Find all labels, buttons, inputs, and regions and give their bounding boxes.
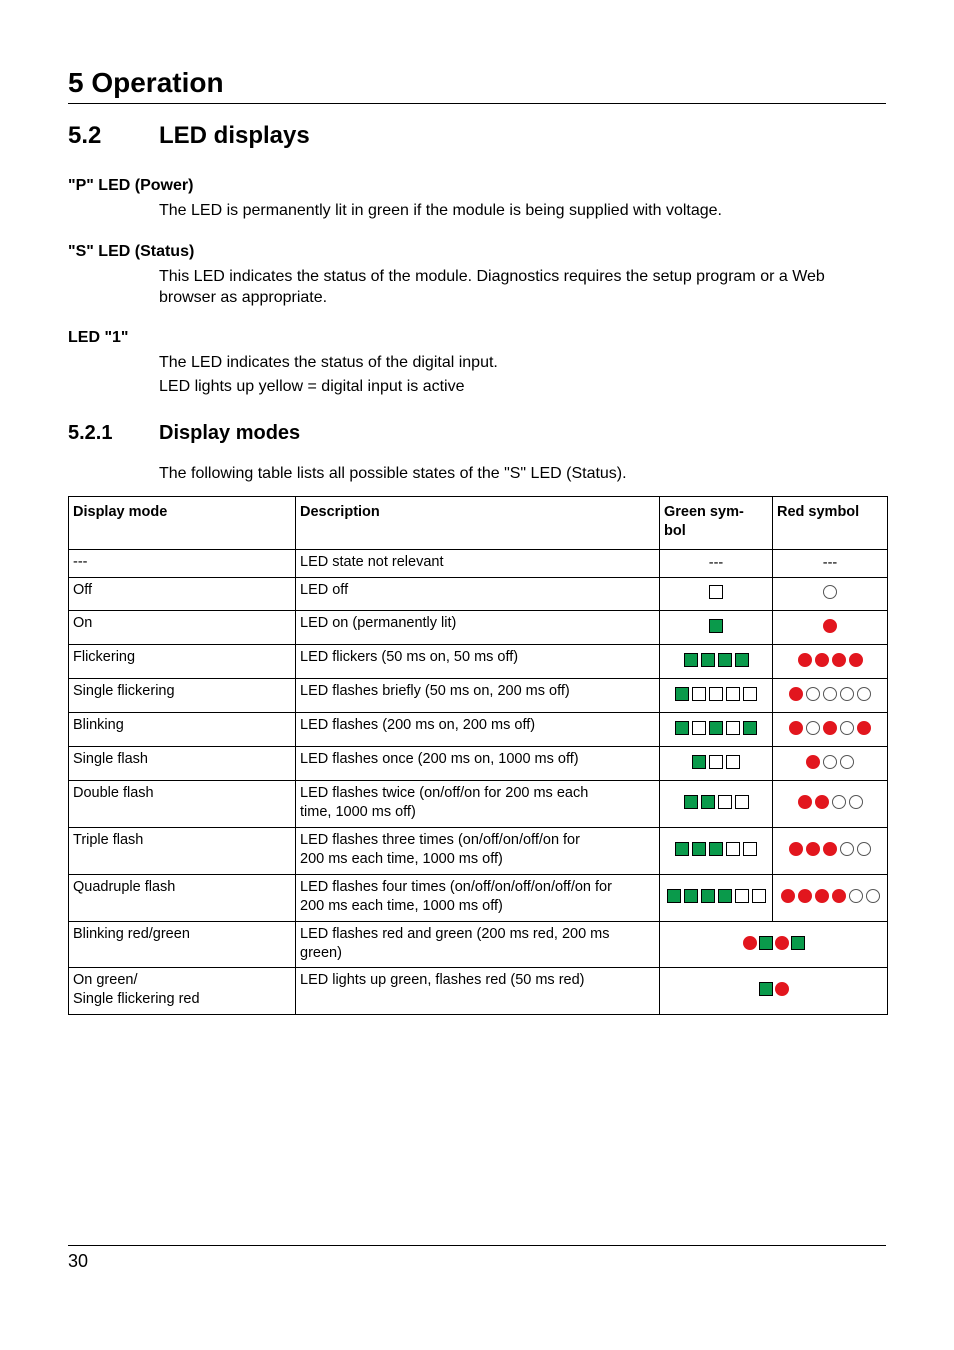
display-mode-text: Off [73, 582, 93, 598]
green-symbol-cell [660, 611, 773, 645]
description-cell [296, 645, 660, 679]
green-symbol-text: --- [708, 555, 724, 571]
green-led-on-icon [675, 721, 689, 735]
description-text: LED flashes once (200 ms on, 1000 ms off) [300, 751, 579, 767]
display-mode-cell [69, 713, 296, 747]
description-text: LED flashes briefly (50 ms on, 200 ms off) [300, 683, 570, 699]
red-symbol-cell [773, 611, 888, 645]
led-off-circle-icon [823, 755, 837, 769]
display-mode-cell [69, 550, 296, 578]
page-number: 30 [68, 1251, 89, 1271]
symbol-group [789, 721, 871, 735]
table-row [69, 550, 888, 578]
description-text: LED flashes three times (on/off/on/off/on for [300, 832, 580, 848]
display-mode-cell [69, 828, 296, 875]
table-intro [159, 463, 889, 484]
red-led-on-icon [823, 721, 837, 735]
symbol-group [823, 585, 837, 599]
subsection-number: 5.2.1 [68, 422, 113, 444]
description-cell [296, 875, 660, 922]
symbol-group [798, 795, 863, 809]
description-text: LED on (permanently lit) [300, 615, 457, 631]
header-description: Description [296, 497, 660, 550]
led-off-circle-icon [832, 795, 846, 809]
table-row [69, 713, 888, 747]
red-symbol-text: --- [822, 555, 838, 571]
text-line: browser as appropriate. [159, 289, 328, 306]
led-off-circle-icon [857, 842, 871, 856]
red-led-on-icon [815, 889, 829, 903]
display-mode-text: Single flash [73, 751, 148, 767]
display-mode-cell [69, 611, 296, 645]
symbol-group [684, 653, 749, 667]
led-off-circle-icon [806, 721, 820, 735]
red-led-on-icon [815, 653, 829, 667]
red-symbol-cell [773, 828, 888, 875]
description-text: LED flashes (200 ms on, 200 ms off) [300, 717, 536, 733]
symbol-group [823, 619, 837, 633]
description-text: LED flashes four times (on/off/on/off/on/off/on for [300, 879, 612, 895]
green-led-on-icon [709, 842, 723, 856]
red-led-on-icon [806, 842, 820, 856]
red-led-on-icon [789, 687, 803, 701]
led-off-circle-icon [823, 585, 837, 599]
combined-symbol-cell [660, 922, 888, 968]
power-led-text [159, 200, 889, 221]
red-symbol-cell [773, 713, 888, 747]
description-cell [296, 578, 660, 611]
display-mode-text: Single flickering [73, 683, 175, 699]
status-led-label: "S" LED (Status) [68, 243, 195, 260]
section-number: 5.2 [68, 122, 102, 149]
red-led-on-icon [806, 755, 820, 769]
green-symbol-cell [660, 578, 773, 611]
led-off-square-icon [743, 687, 757, 701]
green-symbol-cell [660, 781, 773, 828]
description-text: 200 ms each time, 1000 ms off) [300, 898, 503, 914]
power-led-label: "P" LED (Power) [68, 177, 194, 194]
table-row [69, 747, 888, 781]
led-off-square-icon [692, 721, 706, 735]
description-cell [296, 781, 660, 828]
led-off-square-icon [709, 755, 723, 769]
display-mode-cell [69, 679, 296, 713]
description-cell [296, 828, 660, 875]
display-mode-cell [69, 747, 296, 781]
text-line: This LED indicates the status of the module. Diagnostics requires the setup program or a Web [159, 268, 825, 285]
description-text: LED flickers (50 ms on, 50 ms off) [300, 649, 519, 665]
red-symbol-cell [773, 781, 888, 828]
green-led-on-icon [701, 795, 715, 809]
header-green-line: Green sym- [664, 504, 744, 520]
green-symbol-cell [660, 679, 773, 713]
description-text: time, 1000 ms off) [300, 804, 416, 820]
red-led-on-icon [849, 653, 863, 667]
red-led-on-icon [798, 795, 812, 809]
table-row [69, 875, 888, 922]
green-led-on-icon [718, 889, 732, 903]
symbol-group [798, 653, 863, 667]
display-modes-table [68, 496, 888, 1015]
symbol-group [709, 585, 723, 599]
display-mode-text: Blinking [73, 717, 124, 733]
display-mode-cell [69, 968, 296, 1015]
green-led-on-icon [701, 653, 715, 667]
status-led-text [159, 266, 889, 308]
led-off-circle-icon [866, 889, 880, 903]
led-off-circle-icon [849, 889, 863, 903]
display-mode-text: Flickering [73, 649, 136, 665]
green-led-on-icon [791, 936, 805, 950]
display-mode-text: On [73, 615, 93, 631]
symbol-group [709, 619, 723, 633]
symbol-group [675, 687, 757, 701]
red-symbol-cell [773, 679, 888, 713]
header-green-line: bol [664, 523, 686, 539]
description-cell [296, 968, 660, 1015]
green-led-on-icon [684, 653, 698, 667]
led-off-square-icon [735, 889, 749, 903]
green-led-on-icon [684, 795, 698, 809]
red-led-on-icon [823, 619, 837, 633]
symbol-group [667, 889, 766, 903]
green-led-on-icon [684, 889, 698, 903]
description-cell [296, 747, 660, 781]
symbol-group [743, 936, 805, 950]
table-row [69, 828, 888, 875]
symbol-group [789, 687, 871, 701]
green-led-on-icon [692, 755, 706, 769]
table-row [69, 645, 888, 679]
red-led-on-icon [775, 982, 789, 996]
display-mode-cell [69, 578, 296, 611]
green-led-on-icon [709, 619, 723, 633]
symbol-group [692, 755, 740, 769]
green-led-on-icon [701, 889, 715, 903]
description-text: LED flashes twice (on/off/on for 200 ms each [300, 785, 589, 801]
display-mode-cell [69, 645, 296, 679]
header-green-symbol [660, 497, 773, 550]
description-cell [296, 679, 660, 713]
display-mode-text: Quadruple flash [73, 879, 176, 895]
page-footer [68, 1245, 886, 1272]
red-led-on-icon [832, 653, 846, 667]
red-led-on-icon [775, 936, 789, 950]
display-mode-text: --- [73, 554, 88, 570]
green-led-on-icon [667, 889, 681, 903]
red-symbol-cell [773, 875, 888, 922]
red-led-on-icon [857, 721, 871, 735]
symbol-group [675, 842, 757, 856]
red-symbol-cell [773, 645, 888, 679]
red-symbol-cell [773, 747, 888, 781]
red-led-on-icon [815, 795, 829, 809]
led-off-square-icon [726, 842, 740, 856]
led-off-circle-icon [840, 842, 854, 856]
led-off-square-icon [743, 842, 757, 856]
green-led-on-icon [718, 653, 732, 667]
led-off-square-icon [709, 585, 723, 599]
text-line: LED lights up yellow = digital input is active [159, 378, 465, 395]
description-text: LED lights up green, flashes red (50 ms red) [300, 972, 585, 988]
description-cell [296, 550, 660, 578]
led-off-circle-icon [840, 755, 854, 769]
description-text: 200 ms each time, 1000 ms off) [300, 851, 503, 867]
red-symbol-cell [773, 550, 888, 578]
symbol-group [789, 842, 871, 856]
green-symbol-cell [660, 550, 773, 578]
description-cell [296, 611, 660, 645]
red-led-on-icon [832, 889, 846, 903]
text-line: The LED is permanently lit in green if the module is being supplied with voltage. [159, 202, 722, 219]
green-symbol-cell [660, 645, 773, 679]
table-row [69, 578, 888, 611]
display-mode-text: Double flash [73, 785, 154, 801]
green-led-on-icon [759, 936, 773, 950]
table-row [69, 781, 888, 828]
header-red-symbol: Red symbol [773, 497, 888, 550]
description-text: LED state not relevant [300, 554, 444, 570]
display-mode-cell [69, 781, 296, 828]
red-led-on-icon [798, 653, 812, 667]
table-row [69, 611, 888, 645]
green-led-on-icon [692, 842, 706, 856]
red-symbol-cell [773, 578, 888, 611]
led-off-square-icon [735, 795, 749, 809]
description-cell [296, 922, 660, 968]
table-header-row [69, 497, 888, 550]
red-led-on-icon [743, 936, 757, 950]
symbol-group [675, 721, 757, 735]
led-off-square-icon [726, 755, 740, 769]
symbol-group [759, 982, 789, 996]
led-off-circle-icon [823, 687, 837, 701]
green-symbol-cell [660, 828, 773, 875]
green-led-on-icon [709, 721, 723, 735]
description-text: LED flashes red and green (200 ms red, 200 ms [300, 926, 610, 942]
symbol-group [781, 889, 880, 903]
led-off-square-icon [718, 795, 732, 809]
led-off-square-icon [752, 889, 766, 903]
led-off-circle-icon [806, 687, 820, 701]
description-text: green) [300, 945, 342, 961]
green-led-on-icon [675, 842, 689, 856]
led-off-square-icon [726, 721, 740, 735]
display-mode-text: Blinking red/green [73, 926, 190, 942]
display-mode-text: On green/ [73, 972, 138, 988]
symbol-group [806, 755, 854, 769]
led-1-label: LED "1" [68, 329, 129, 346]
table-row [69, 968, 888, 1015]
green-symbol-cell [660, 747, 773, 781]
header-display-mode: Display mode [69, 497, 296, 550]
led-off-circle-icon [849, 795, 863, 809]
red-led-on-icon [789, 842, 803, 856]
display-mode-cell [69, 922, 296, 968]
green-symbol-cell [660, 713, 773, 747]
led-off-circle-icon [857, 687, 871, 701]
led-1-text [159, 352, 889, 397]
display-mode-cell [69, 875, 296, 922]
symbol-group [684, 795, 749, 809]
text-line: The following table lists all possible states of the "S" LED (Status). [159, 465, 627, 482]
section-title: LED displays [159, 122, 310, 149]
red-led-on-icon [789, 721, 803, 735]
green-symbol-cell [660, 875, 773, 922]
combined-symbol-cell [660, 968, 888, 1015]
green-led-on-icon [759, 982, 773, 996]
red-led-on-icon [823, 842, 837, 856]
red-led-on-icon [798, 889, 812, 903]
table-row [69, 679, 888, 713]
green-led-on-icon [743, 721, 757, 735]
led-off-square-icon [726, 687, 740, 701]
display-mode-text: Triple flash [73, 832, 144, 848]
description-cell [296, 713, 660, 747]
description-text: LED off [300, 582, 349, 598]
green-led-on-icon [735, 653, 749, 667]
red-led-on-icon [781, 889, 795, 903]
display-mode-text: Single flickering red [73, 991, 200, 1007]
table-row [69, 922, 888, 968]
led-off-circle-icon [840, 721, 854, 735]
led-off-square-icon [692, 687, 706, 701]
green-led-on-icon [675, 687, 689, 701]
subsection-title: Display modes [159, 422, 301, 444]
text-line: The LED indicates the status of the digital input. [159, 354, 498, 371]
led-off-circle-icon [840, 687, 854, 701]
led-off-square-icon [709, 687, 723, 701]
chapter-title: 5 Operation [68, 66, 886, 104]
